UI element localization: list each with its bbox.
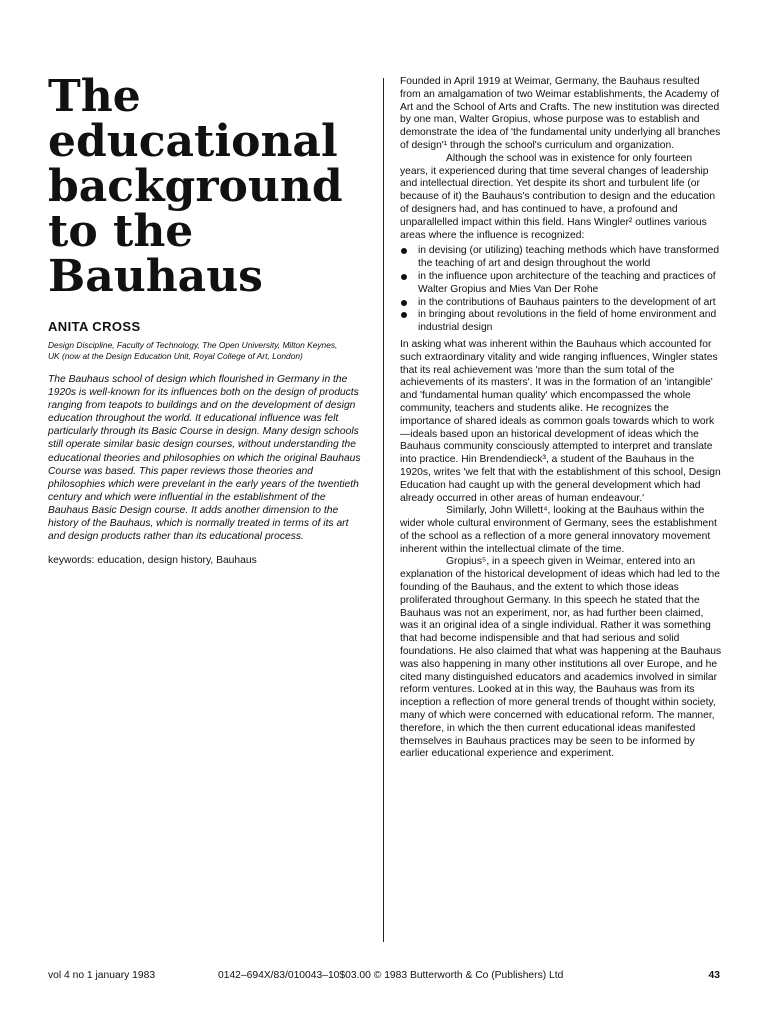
title-line: educational [48, 116, 338, 167]
list-item [400, 297, 722, 310]
influence-list [400, 245, 722, 335]
author-name: ANITA CROSS [48, 319, 141, 334]
bullet-icon [401, 274, 407, 280]
copyright-line: 0142–694X/83/010043–10$03.00 © 1983 Butterworth & Co (Publishers) Ltd [218, 970, 564, 981]
list-item [400, 271, 722, 297]
abstract: The Bauhaus school of design which flourished in Germany in the 1920s is well-known for its influences both on the design of products ranging from teapots to buildings and on the development of design education throughout the world. It educational influence was felt particularly through its Basic Course in design. Many design schools still operate similar basic design courses, without understanding the educational theories and philosophies on which the original Bauhaus Course was based. This paper reviews those theories and philosophies which were prevelant in the early years of the twentieth century and which were influential in the establishment of the Bauhaus Basic Design course. It adds another dimension to the history of the Bauhaus, which is normally treated in terms of its art and design products rather than its educational process. [48, 374, 361, 543]
title-line: The [48, 71, 141, 122]
author-affiliation: Design Discipline, Faculty of Technology, The Open University, Milton Keynes, UK (now at the Design Education Unit, Royal College of Art, London) [48, 340, 338, 361]
body-paragraph: Similarly, John Willett⁴, looking at the Bauhaus within the wider whole cultural environment of Germany, sees the establishment of the school as a reflection of a more general innovatory movement inherent within the intellectual climate of the time. [400, 505, 717, 555]
title-line: Bauhaus [48, 251, 263, 302]
keywords: keywords: education, design history, Bauhaus [48, 555, 257, 567]
body-paragraph: In asking what was inherent within the Bauhaus which accounted for such extraordinary vitality and wide ranging influences, Wingler states that its real achievement was 'more than the sum total of the achievements of its masters'. It was in the formation of an 'intangible' and 'fundamental human quality' which encompassed the whole community, teachers and students alike. He recognizes the importance of shared ideals as common goals towards which to work—ideals based upon an historical development of ideas which the Bauhaus community consciously attempted to interpret and translate into practice. Hin Brendendieck³, a student of the Bauhaus in the 1920s, writes 'we felt that with the establishment of this school, Design Education had caught up with the general development which had already occurred in other areas of human endeavour.' [400, 338, 721, 504]
body-paragraph: Although the school was in existence for only fourteen years, it experienced during that time several changes of leadership and intellectual direction. Yet despite its short and turbulent life (or because of it) the Bauhaus's contribution to design and the education of designers had, and has continued to have, a profound and unparallelled impact within this field. Hans Wingler² outlines various areas where the influence is recognized: [400, 152, 716, 241]
volume-info: vol 4 no 1 january 1983 [48, 970, 156, 981]
title-line: background [48, 161, 343, 212]
list-item-text: in bringing about revolutions in the field of home environment and industrial design [418, 309, 717, 334]
body-text [400, 76, 722, 761]
body-paragraph: Gropius⁵, in a speech given in Weimar, entered into an explanation of the historical development of ideas which had led to the founding of the Bauhaus, and the extent to which those ideas proliferated throughout Germany. In this speech he stated that the Bauhaus was not an experiment, nor, as had further been claimed, was it an original idea of a single individual. Rather it was something that had become indispensible and that had serious and solid foundations. He also claimed that what was happening at the Bauhaus was also happening in many other institutions all over Europe, and he cited many distinguished educators and academics involved in similar reform ventures. Looked at in this way, the Bauhaus was from its inception a reflection of more general trends of thought within society, many of which were concerned with educational reform. The manner, therefore, in which the then current educational ideas manifested themselves in Bauhaus practices may be seen to be informed by earlier educational experience and experiment. [400, 556, 722, 760]
list-item-text: in the influence upon architecture of the teaching and practices of Walter Gropius and Mies Van Der Rohe [418, 270, 716, 295]
bullet-icon [401, 248, 407, 254]
list-item-text: in devising (or utilizing) teaching methods which have transformed the teaching of art and design throughout the world [418, 245, 720, 270]
list-item [400, 309, 722, 335]
bullet-icon [401, 312, 407, 318]
list-item-text: in the contributions of Bauhaus painters to the development of art [418, 296, 716, 308]
page-number: 43 [708, 970, 720, 981]
list-item [400, 245, 722, 271]
bullet-icon [401, 300, 407, 306]
column-divider [383, 78, 384, 942]
article-title [48, 71, 368, 302]
title-line: to the [48, 206, 194, 257]
body-paragraph: Founded in April 1919 at Weimar, Germany, the Bauhaus resulted from an amalgamation of two Weimar establishments, the Academy of Art and the School of Arts and Crafts. The new institution was directed by one man, Walter Gropius, whose purpose was to establish and demonstrate the idea of 'the fundamental unity underlying all branches of design'¹ through the school's curriculum and organization. [400, 76, 721, 151]
article-header [48, 71, 368, 567]
